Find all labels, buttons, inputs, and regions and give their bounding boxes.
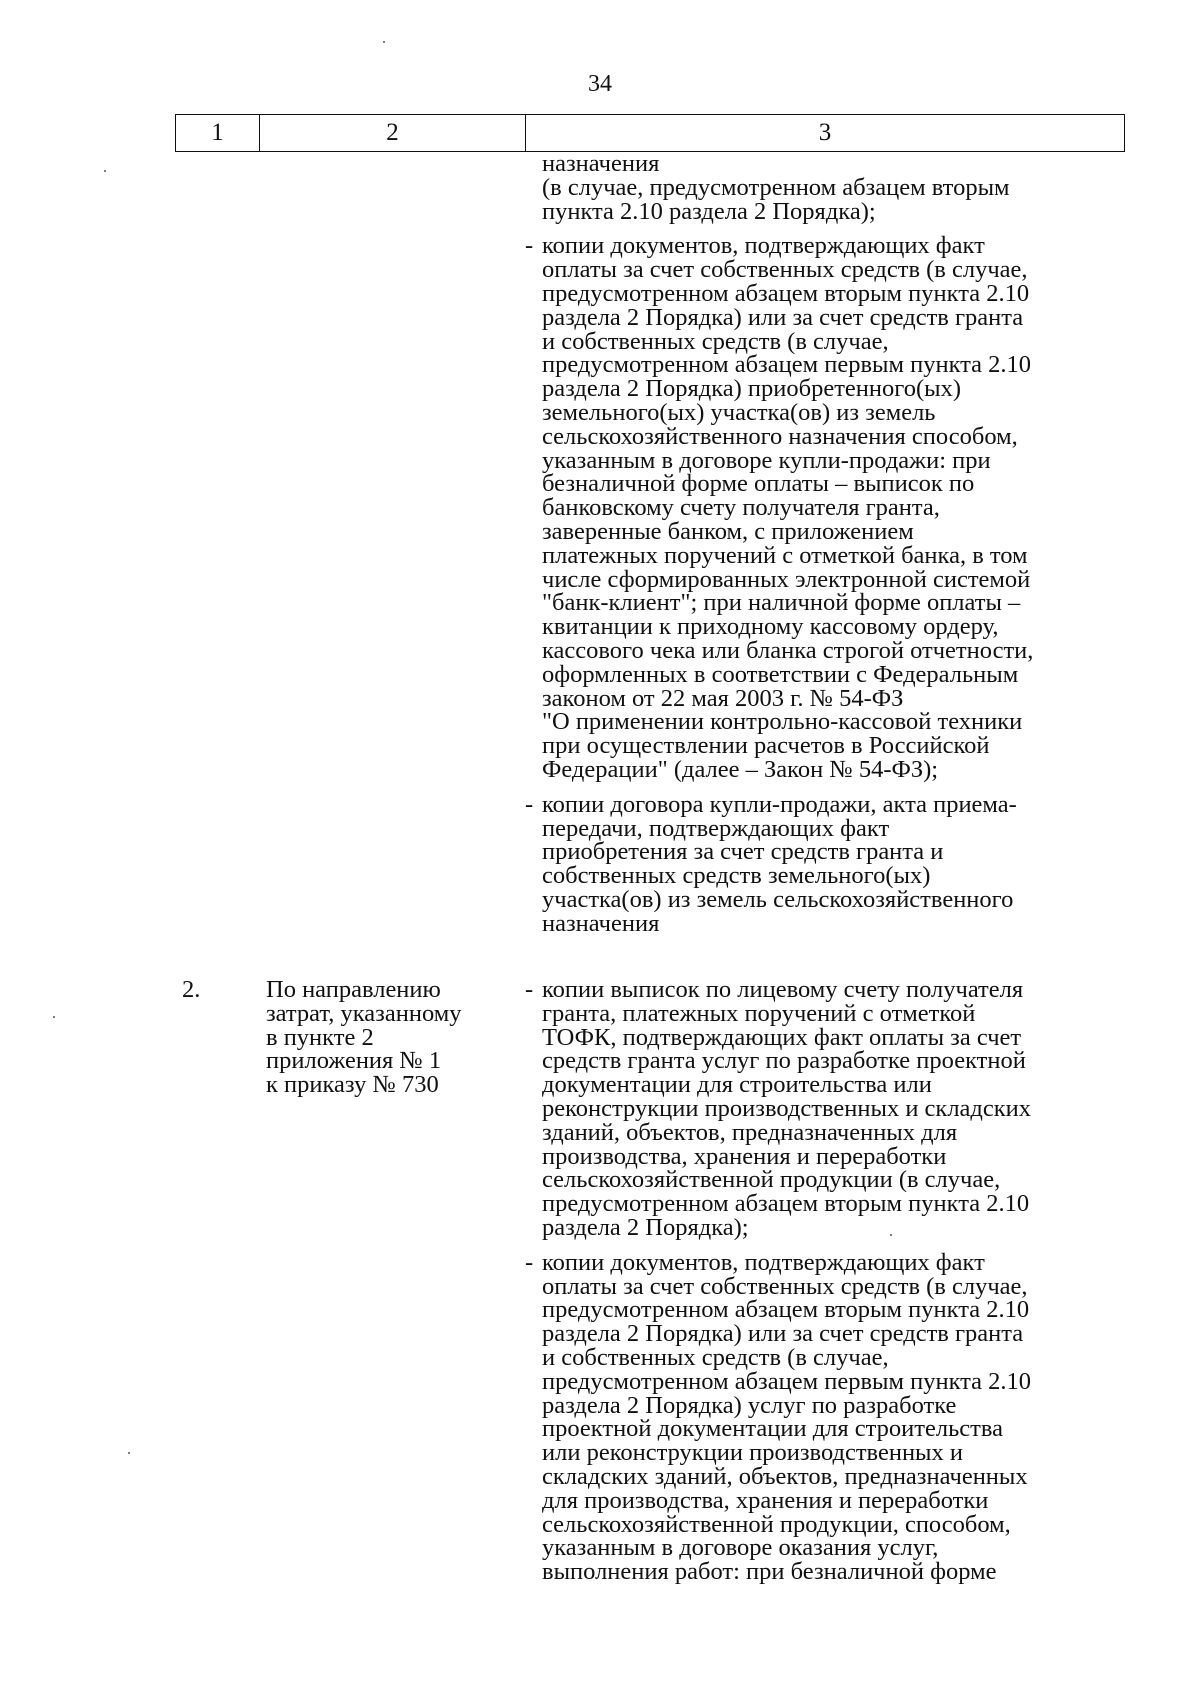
- column-header-3: 3: [526, 115, 1125, 152]
- scan-speck: [890, 1234, 892, 1236]
- row-2-documents: [525, 978, 1125, 1584]
- scan-speck: [128, 1452, 130, 1454]
- list-item-text: копии документов, подтверждающих факт оплаты за счет собственных средств (в случае, предусмотренном абзацем вторым пункта 2.10 раздела 2 Порядка) или за счет средств гранта и собственных средств (в случае, предусмотренном абзацем первым пункта 2.10 раздела 2 Порядка) услуг по разработке проектной документации для строительства или реконструкции производственных и складских зданий, объектов, предназначенных для производства, хранения и переработки сельскохозяйственной продукции, способом, указанным в договоре оказания услуг, выполнения работ: при безналичной форме: [542, 1248, 1032, 1586]
- scan-speck: [53, 1016, 55, 1018]
- section-1-documents: [525, 152, 1125, 936]
- list-dash: -: [525, 1248, 534, 1276]
- continuation-text: назначения (в случае, предусмотренном абзацем вторым пункта 2.10 раздела 2 Порядка);: [542, 150, 1010, 225]
- list-item-text: копии документов, подтверждающих факт оплаты за счет собственных средств (в случае, предусмотренном абзацем вторым пункта 2.10 раздела 2 Порядка) или за счет средств гранта и собственных средств (в случае, предусмотренном абзацем первым пункта 2.10 раздела 2 Порядка) приобретенного(ых) земельного(ых) участка(ов) из земель сельскохозяйственного назначения способом, указанным в договоре купли-продажи: при безналичной форме оплаты – выписок по банковскому счету получателя гранта, заверенные банком, с приложением платежных поручений с отметкой банка, в том числе сформированных электронной системой "банк-клиент"; при наличной форме оплаты – квитанции к приходному кассовому ордеру, кассового чека или бланка строгой отчетности, оформленных в соответствии с Федеральным законом от 22 мая 2003 г. № 54-ФЗ "О применении контрольно-кассовой техники при осуществлении расчетов в Российской Федерации" (далее – Закон № 54-ФЗ);: [542, 232, 1034, 783]
- row-2-direction: По направлению затрат, указанному в пункте 2 приложения № 1 к приказу № 730: [266, 976, 462, 1099]
- column-header-row: [176, 115, 1125, 152]
- list-dash: -: [525, 976, 534, 1003]
- list-dash: -: [525, 232, 534, 260]
- column-header-1: 1: [176, 115, 260, 152]
- column-header-2: 2: [260, 115, 526, 152]
- list-item: [525, 978, 1125, 1240]
- list-dash: -: [525, 790, 534, 818]
- list-item: [525, 234, 1125, 781]
- column-header-table: [175, 114, 1125, 152]
- scan-speck: [104, 170, 106, 172]
- list-item-text: копии договора купли-продажи, акта приема- передачи, подтверждающих факт приобретения за счет средств гранта и собственных средств земельного(ых) участка(ов) из земель сельскохозяйственного назначения: [542, 790, 1017, 937]
- list-item: [525, 1248, 1125, 1586]
- page-number: 34: [588, 71, 612, 97]
- scan-speck: [383, 41, 385, 43]
- list-item: [525, 790, 1125, 937]
- row-2-number: 2.: [182, 976, 201, 1003]
- list-item-text: копии выписок по лицевому счету получателя гранта, платежных поручений с отметкой ТОФК, подтверждающих факт оплаты за счет средств гранта услуг по разработке проектной документации для строительства или реконструкции производственных и складских зданий, объектов, предназначенных для производства, хранения и переработки сельскохозяйственной продукции (в случае, предусмотренном абзацем вторым пункта 2.10 раздела 2 Порядка);: [542, 976, 1032, 1241]
